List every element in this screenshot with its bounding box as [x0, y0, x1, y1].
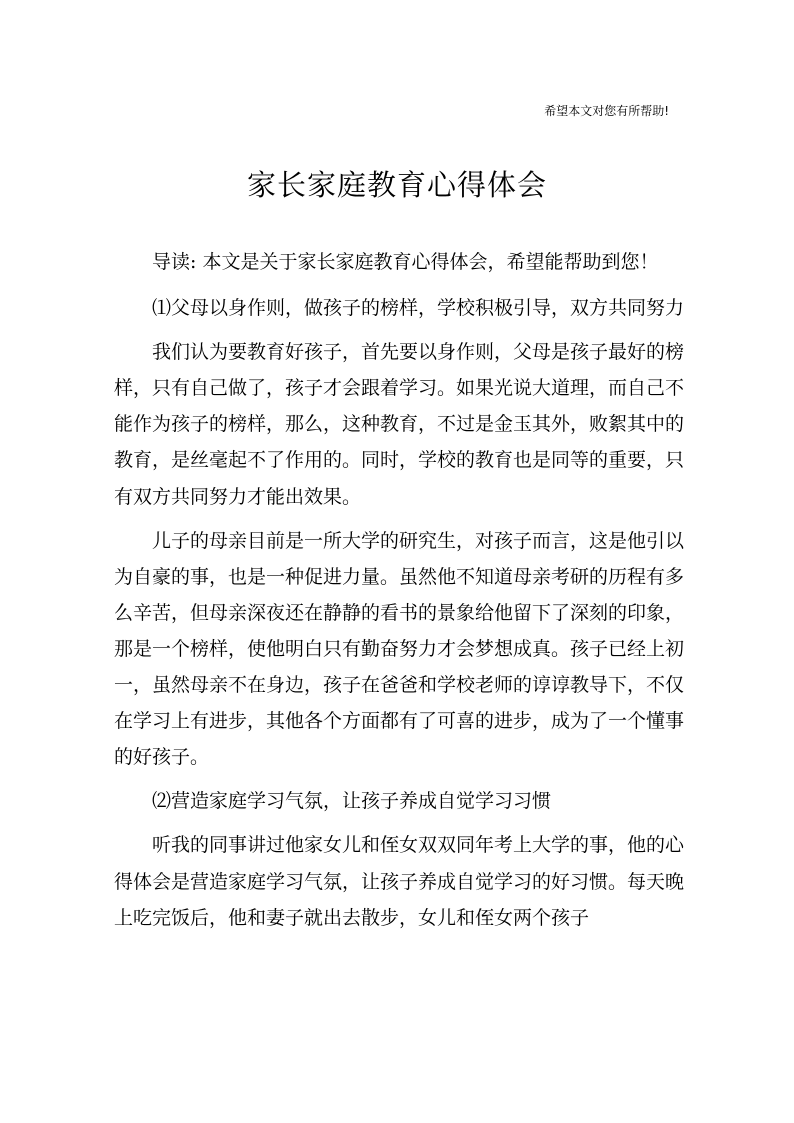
body-paragraph-2: 儿子的母亲目前是一所大学的研究生，对孩子而言，这是他引以为自豪的事，也是一种促进力量。虽然他不知道母亲考研的历程有多么辛苦，但母亲深夜还在静静的看书的景象给他留下了深刻的印象，那是一个榜样，使他明白只有勤奋努力才会梦想成真。孩子已经上初一，虽然母亲不在身边，孩子在爸爸和学校老师的谆谆教导下，不仅在学习上有进步，其他各个方面都有了可喜的进步，成为了一个懂事的好孩子。 [114, 529, 685, 769]
section-heading-1: ⑴父母以身作则，做孩子的榜样，学校积极引导，双方共同努力 [152, 297, 685, 320]
body-paragraph-3: 听我的同事讲过他家女儿和侄女双双同年考上大学的事，他的心得体会是营造家庭学习气氛，让孩子养成自觉学习的好习惯。每天晚上吃完饭后，他和妻子就出去散步，女儿和侄女两个孩子 [114, 834, 685, 929]
section-heading-2: ⑵营造家庭学习气氛，让孩子养成自觉学习习惯 [152, 790, 552, 813]
header-note: 希望本文对您有所帮助! [544, 104, 669, 118]
body-paragraph-1: 我们认为要教育好孩子，首先要以身作则，父母是孩子最好的榜样，只有自己做了，孩子才会跟着学习。如果光说大道理，而自己不能作为孩子的榜样，那么，这种教育，不过是金玉其外，败絮其中的教育，是丝毫起不了作用的。同时，学校的教育也是同等的重要，只有双方共同努力才能出效果。 [114, 341, 685, 508]
intro-paragraph: 导读: 本文是关于家长家庭教育心得体会，希望能帮助到您！ [152, 251, 659, 273]
document-title: 家长家庭教育心得体会 [246, 168, 547, 202]
document-body [114, 244, 684, 944]
